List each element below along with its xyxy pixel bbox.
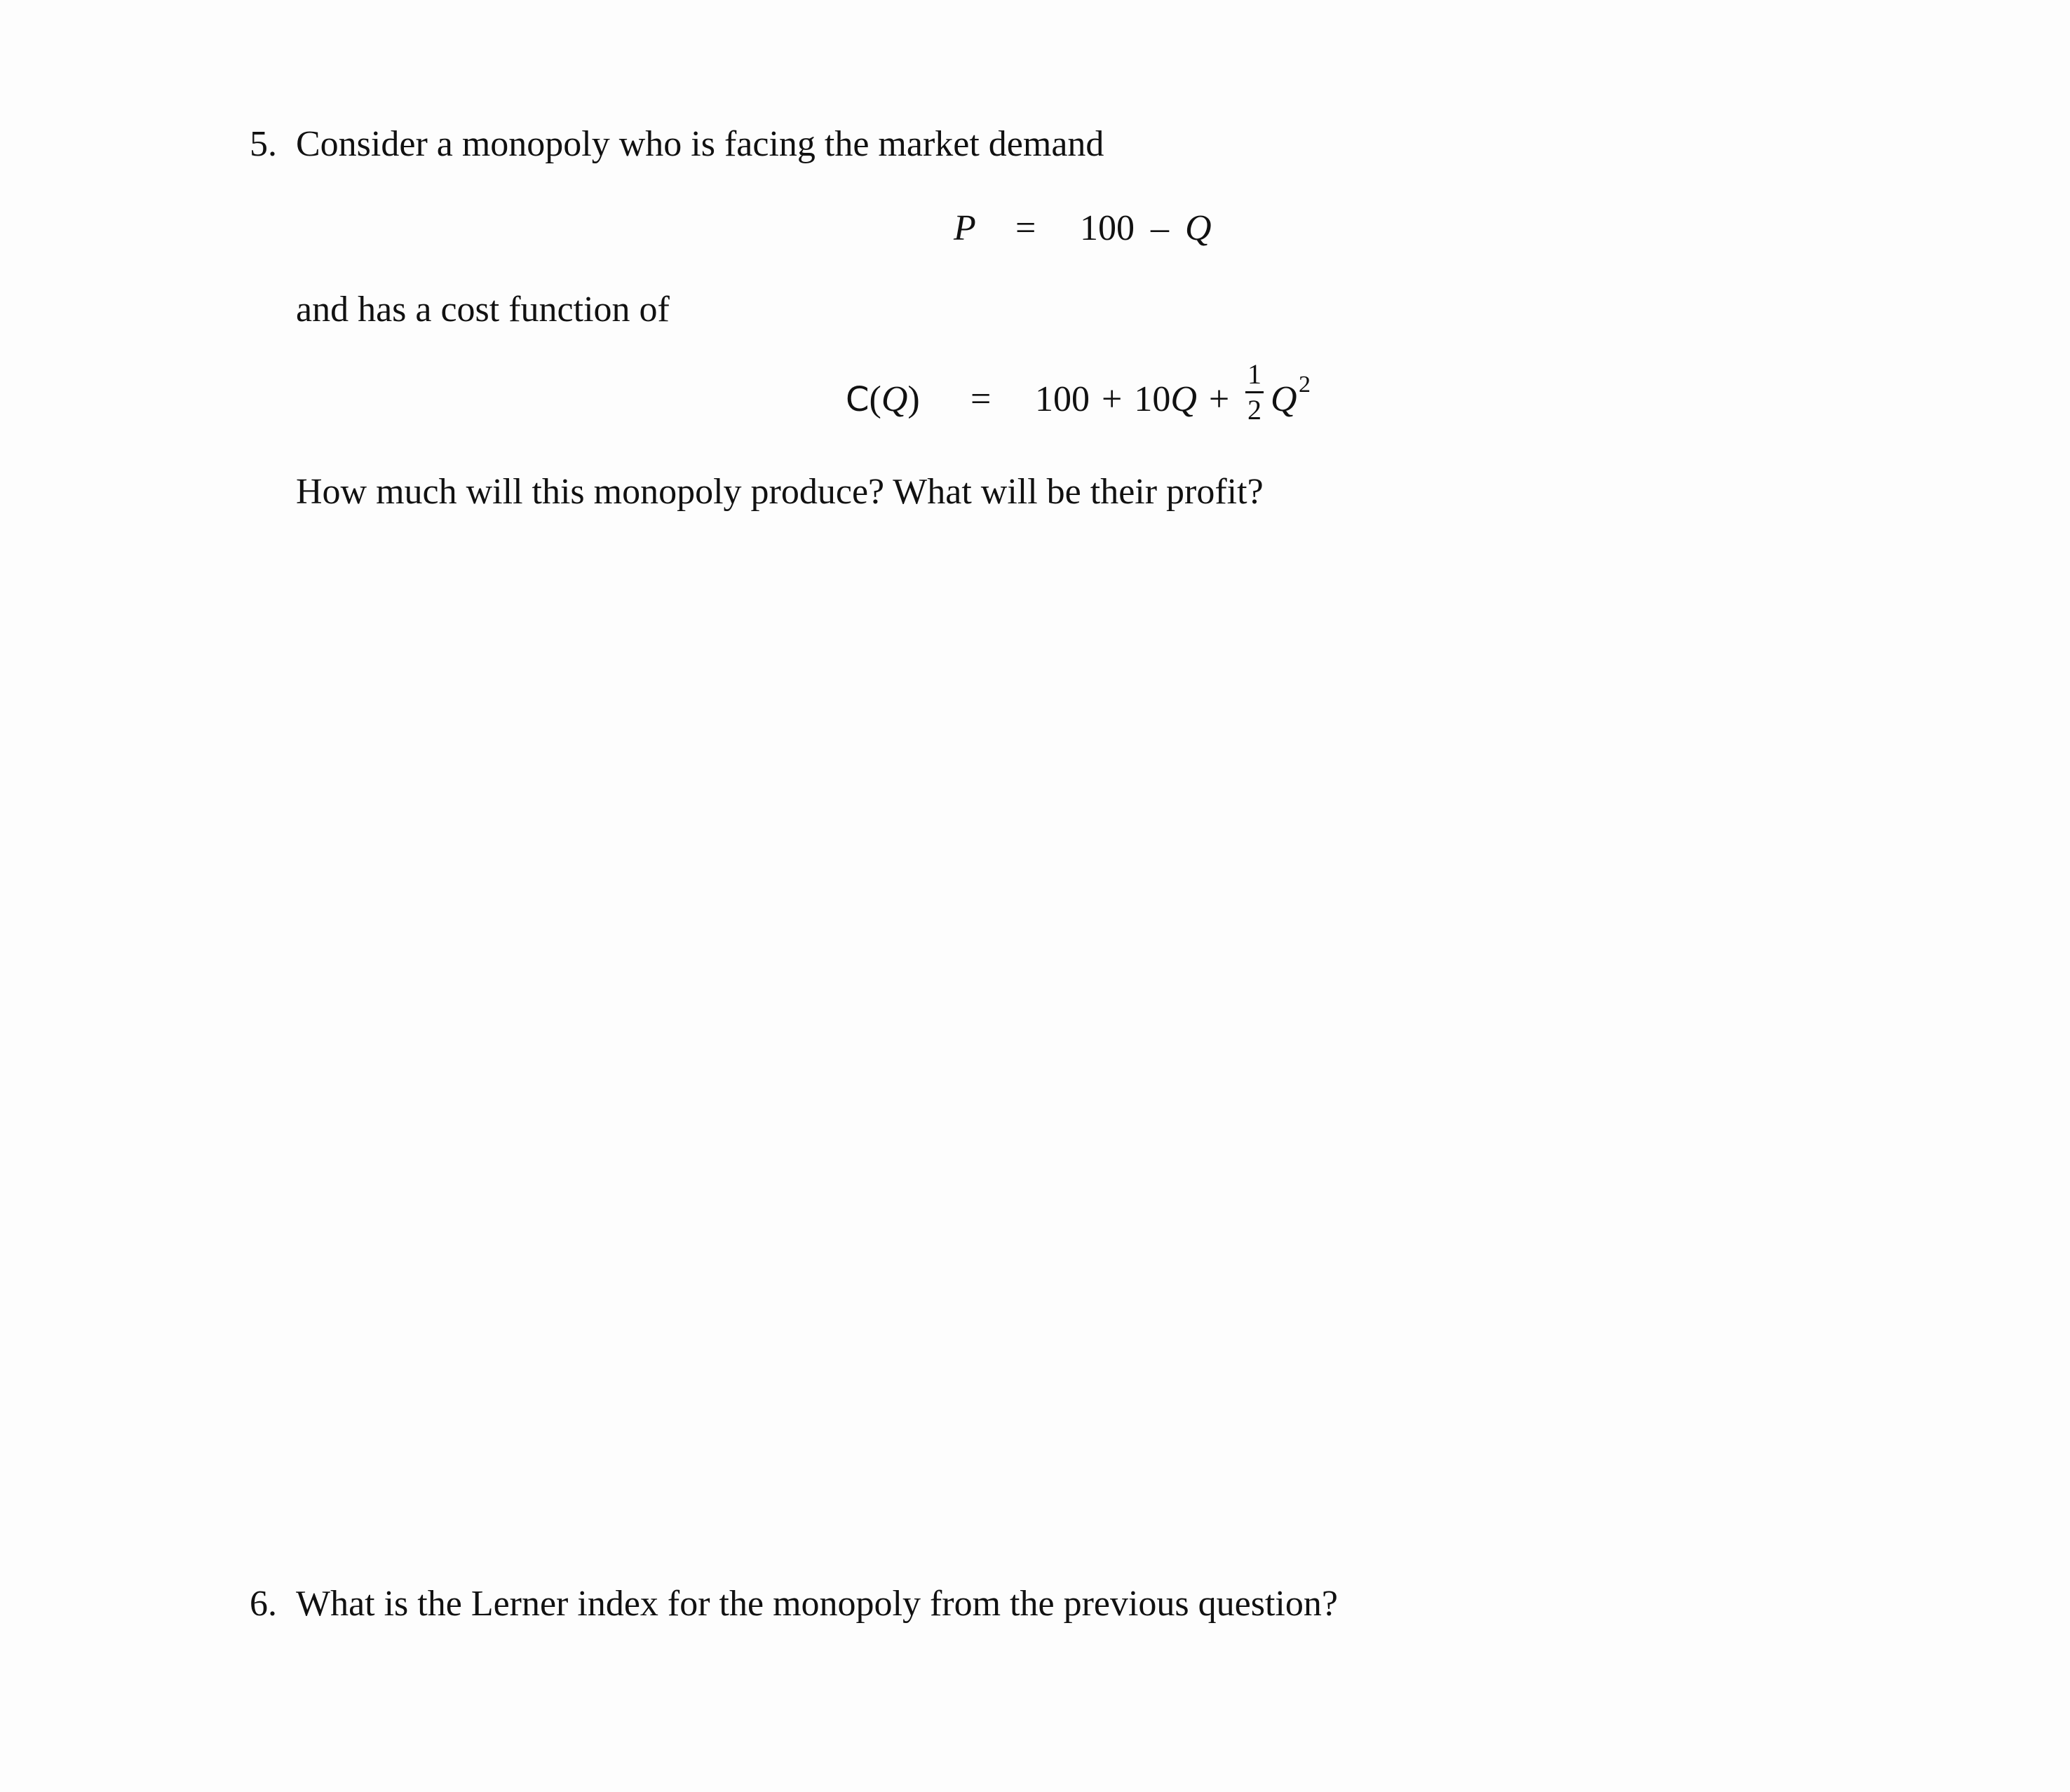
cost-term1: 100 [1035,379,1090,419]
question-6-prompt: What is the Lerner index for the monopoly from the previous question? [296,1584,1338,1624]
cost-fraction [1245,360,1264,424]
cost-lhs [846,381,920,418]
demand-equation [954,210,976,247]
question-5 [250,126,1104,163]
cost-frac-num: 1 [1247,358,1261,390]
cost-plus1: + [1102,379,1123,419]
demand-rhs-var: Q [1185,208,1212,248]
question-5-number: 5. [250,124,277,164]
cost-term2-var: Q [1170,379,1197,419]
demand-rhs-op: – [1151,208,1169,248]
question-5-ask: How much will this monopoly produce? What will be their profit? [296,472,1264,512]
demand-rhs [1080,210,1212,247]
cost-lhs-open: ( [869,379,881,419]
cost-lhs-close: ) [907,379,920,419]
cost-plus2: + [1208,379,1230,419]
cost-frac-den: 2 [1247,394,1261,426]
demand-lhs: P [954,208,976,248]
cost-term3-var: Q [1271,379,1297,419]
demand-rhs-const: 100 [1080,208,1135,248]
question-6 [250,1586,1338,1622]
cost-rhs [1035,381,1232,418]
cost-intro: and has a cost function of [296,290,670,330]
demand-equals: = [1015,208,1036,248]
cost-lhs-c: C [846,380,870,419]
cost-term2-coef: 10 [1134,379,1171,419]
question-6-number: 6. [250,1584,277,1624]
cost-equals: = [970,379,992,419]
cost-frac-bar [1245,391,1264,393]
question-5-prompt: Consider a monopoly who is facing the market demand [296,124,1104,164]
cost-term3-exp: 2 [1299,372,1311,398]
cost-lhs-var: Q [881,379,908,419]
